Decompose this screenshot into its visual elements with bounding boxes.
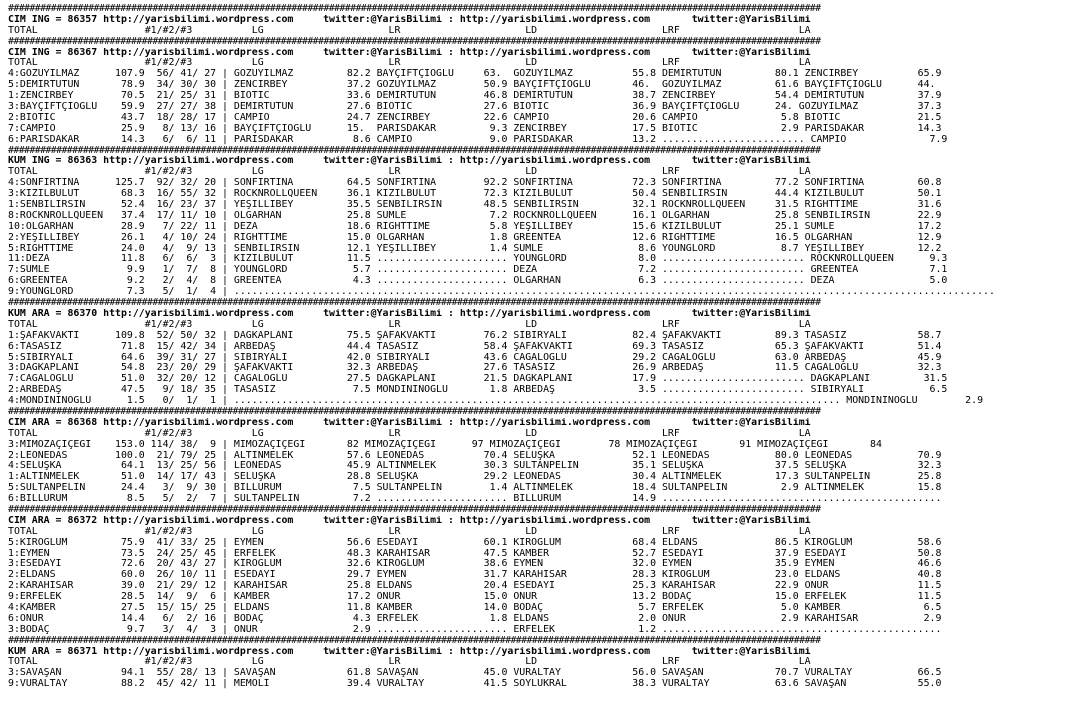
result-row: 4:KAMBER 27.5 15/ 15/ 25 | ELDANS 11.8 KAMBER 14.0 BODAÇ 5.7 ERFELEK 5.0 KAMBER 6.5 <box>8 602 942 613</box>
result-row: 6:ONUR 14.4 6/ 2/ 16 | BODAÇ 4.3 ERFELEK 1.8 ELDANS 2.0 ONUR 2.9 KARAHİSAR 2.9 <box>8 613 942 624</box>
result-row: 4:MONDİNİNOĞLU 1.5 0/ 1/ 1 | ...................................................................................................... MONDİNİNOĞLU 2.9 <box>8 396 984 407</box>
result-row: 6:PARİSDAKAR 14.3 6/ 6/ 11 | PARİSDAKAR 8.6 CAMPİO 9.0 PARİSDAKAR 13.2 ........................ CAMPİO 7.9 <box>8 134 948 145</box>
race-header: KUM ARA = 86370 http://yarisbilimi.wordpress.com twitter:@YarisBilimi : http://yarisbilimi.wordpress.com twitter:@YarisBilimi <box>8 308 811 319</box>
result-row: 2:LEONEDAS 100.0 21/ 79/ 25 | ALTINMELEK 57.6 LEONEDAS 70.4 SELUŞKA 52.1 LEONEDAS 80.0 LEONEDAS 70.9 <box>8 450 942 461</box>
result-row: 3:SAVAŞAN 94.1 55/ 28/ 13 | SAVAŞAN 61.8 SAVAŞAN 45.0 VURALTAY 56.0 SAVAŞAN 70.7 VURALTAY 66.5 <box>8 668 942 679</box>
column-header-row: TOTAL #1/#2/#3 LG LR LD LRF LA <box>8 58 811 69</box>
result-row: 2:BİOTİC 43.7 18/ 28/ 17 | CAMPİO 24.7 ZENCİRBEY 22.6 CAMPİO 20.6 CAMPİO 5.8 BİOTİC 21.5 <box>8 112 942 123</box>
result-row: 3:BODAÇ 9.7 3/ 4/ 3 | ONUR 2.9 ...................... ERFELEK 1.2 ............................................... <box>8 624 942 635</box>
race-header: CIM ING = 86357 http://yarisbilimi.wordpress.com twitter:@YarisBilimi : http://yarisbilimi.wordpress.com twitter:@YarisBilimi <box>8 14 811 25</box>
column-header-row: TOTAL #1/#2/#3 LG LR LD LRF LA <box>8 319 811 330</box>
result-row: 8:ROCKNROLLQUEEN 37.4 17/ 11/ 10 | OLGARHAN 25.8 SUMLE 7.2 ROCKNROLLQUEEN 16.1 OLGARHAN 25.8 SENBİLİRSİN 22.9 <box>8 210 942 221</box>
result-row: 9:YOUNGLORD 7.3 5/ 1/ 4 | ................................................................................................................................ <box>8 287 995 298</box>
result-row: 5:DEMİRTÜTÜN 78.9 34/ 30/ 30 | ZENCİRBEY 37.2 GÖZÜYILMAZ 50.9 BAYÇİFTÇİOĞLU 46. GÖZÜYILMAZ 61.6 BAYÇİFTÇİOĞLU 44. <box>8 80 936 91</box>
result-row: 2:YEŞİLLİBEY 26.1 4/ 10/ 24 | RIGHTTIME 15.0 OLGARHAN 1.8 GREENTEA 12.6 RIGHTTIME 16.5 OLGARHAN 12.9 <box>8 232 942 243</box>
result-row: 5:SULTANPELİN 24.4 3/ 9/ 30 | BİLLURUM 7.5 SULTANPELİN 1.4 ALTINMELEK 18.4 SULTANPELİN 2.9 ALTINMELEK 15.8 <box>8 483 942 494</box>
result-row: 6:TASASIZ 71.8 15/ 42/ 34 | ARBEDAŞ 44.4 TASASIZ 58.4 ŞAFAKVAKTİ 69.3 TASASIZ 65.3 ŞAFAKVAKTİ 51.4 <box>8 341 942 352</box>
result-row: 1:SENBİLİRSİN 52.4 16/ 23/ 37 | YEŞİLLİBEY 35.5 SENBİLİRSİN 48.5 SENBİLİRSİN 32.1 ROCKNROLLQUEEN 31.5 RIGHTTIME 31.6 <box>8 200 942 211</box>
separator-line: ######################################################################################################################################################## <box>8 298 821 309</box>
separator-line: ######################################################################################################################################################## <box>8 4 821 14</box>
result-row: 5:RIGHTTIME 24.0 4/ 9/ 13 | SENBİLİRSİN 12.1 YEŞİLLİBEY 1.4 SUMLE 8.6 YOUNGLORD 8.7 YEŞİLLİBEY 12.2 <box>8 243 942 254</box>
result-row: 3:KIZILBULUT 68.3 16/ 55/ 32 | ROCKNROLLQUEEN 36.1 KIZILBULUT 72.3 KIZILBULUT 50.4 SENBİLİRSİN 44.4 KIZILBULUT 50.1 <box>8 189 942 200</box>
race-header: CIM ARA = 86372 http://yarisbilimi.wordpress.com twitter:@YarisBilimi : http://yarisbilimi.wordpress.com twitter:@YarisBilimi <box>8 515 811 526</box>
result-row: 3:ESEDAYI 72.6 20/ 43/ 27 | KIROĞLUM 32.6 KIROĞLUM 38.6 EYMEN 32.0 EYMEN 35.9 EYMEN 46.6 <box>8 559 942 570</box>
column-header-row: TOTAL #1/#2/#3 LG LR LD LRF LA <box>8 657 811 668</box>
race-header: CIM ARA = 86368 http://yarisbilimi.wordpress.com twitter:@YarisBilimi : http://yarisbilimi.wordpress.com twitter:@YarisBilimi <box>8 417 811 428</box>
column-header-row: TOTAL #1/#2/#3 LG LR LD LRF LA <box>8 526 811 537</box>
result-row: 4:SONFIRTINA 125.7 92/ 32/ 20 | SONFIRTINA 64.5 SONFIRTINA 92.2 SONFIRTINA 72.3 SONFIRTINA 77.2 SONFIRTINA 60.8 <box>8 178 942 189</box>
result-row: 5:KIROĞLUM 75.9 41/ 33/ 25 | EYMEN 56.6 ESEDAYI 60.1 KIROĞLUM 68.4 ELDANS 86.5 KIROĞLUM 58.6 <box>8 537 942 548</box>
result-row: 1:ALTINMELEK 51.0 14/ 17/ 43 | SELUŞKA 28.8 SELUŞKA 29.2 LEONEDAS 30.4 ALTINMELEK 17.3 SULTANPELİN 25.8 <box>8 472 942 483</box>
result-row: 7:CAMPİO 25.9 8/ 13/ 16 | BAYÇİFTÇİOĞLU 15. PARİSDAKAR 9.3 ZENCİRBEY 17.5 BİOTİC 2.9 PARİSDAKAR 14.3 <box>8 123 942 134</box>
result-row: 7:SUMLE 9.9 1/ 7/ 8 | YOUNGLORD 5.7 ...................... DEZA 7.2 ........................ GREENTEA 7.1 <box>8 265 948 276</box>
result-row: 6:GREENTEA 9.2 2/ 4/ 8 | GREENTEA 4.3 ...................... OLGARHAN 6.3 ........................ DEZA 5.0 <box>8 276 948 287</box>
result-row: 2:KARAHİSAR 39.0 21/ 29/ 12 | KARAHİSAR 25.8 ELDANS 20.4 ESEDAYI 25.3 KARAHİSAR 22.9 ONUR 11.5 <box>8 581 942 592</box>
result-row: 10:OLGARHAN 28.9 7/ 22/ 11 | DEZA 18.6 RIGHTTIME 5.8 YEŞİLLİBEY 15.6 KIZILBULUT 25.1 SUMLE 17.2 <box>8 221 942 232</box>
result-row: 2:ARBEDAŞ 47.5 9/ 18/ 35 | TASASIZ 7.5 MONDİNİNOĞLU 1.8 ARBEDAŞ 3.5 ........................ SİBİRYALI 6.5 <box>8 385 948 396</box>
result-row: 5:SİBİRYALI 64.6 39/ 31/ 27 | SİBİRYALI 42.0 SİBİRYALI 43.6 CAĞALOĞLU 29.2 CAĞALOĞLU 63.0 ARBEDAŞ 45.9 <box>8 352 942 363</box>
column-header-row: TOTAL #1/#2/#3 LG LR LD LRF LA <box>8 25 811 36</box>
result-row: 1:ŞAFAKVAKTİ 109.8 52/ 50/ 32 | DAĞKAPLANI 75.5 ŞAFAKVAKTİ 76.2 SİBİRYALI 82.4 ŞAFAKVAKTİ 89.3 TASASIZ 58.7 <box>8 330 942 341</box>
result-row: 4:GÖZÜYILMAZ 107.9 56/ 41/ 27 | GÖZÜYILMAZ 82.2 BAYÇİFTÇİOĞLU 63. GÖZÜYILMAZ 55.8 DEMİRTÜTÜN 80.1 ZENCİRBEY 65.9 <box>8 69 942 80</box>
result-row: 11:DEZA 11.8 6/ 6/ 3 | KIZILBULUT 11.5 ...................... YOUNGLORD 8.0 ........................ ROCKNROLLQUEEN 9.3 <box>8 254 948 265</box>
result-row: 3:MİMOZAÇİÇEĞİ 153.0 114/ 38/ 9 | MİMOZAÇİÇEĞİ 82 MİMOZAÇİÇEĞİ 97 MİMOZAÇİÇEĞİ 78 MİMOZAÇİÇEĞİ 91 MİMOZAÇİÇEĞİ 84 <box>8 439 882 450</box>
separator-line: ######################################################################################################################################################## <box>8 406 821 417</box>
result-row: 3:BAYÇİFTÇİOĞLU 59.9 27/ 27/ 38 | DEMİRTÜTÜN 27.6 BİOTİC 27.6 BİOTİC 36.9 BAYÇİFTÇİOĞLU 24. GÖZÜYILMAZ 37.3 <box>8 102 942 113</box>
separator-line: ######################################################################################################################################################## <box>8 635 821 646</box>
result-row: 1:EYMEN 73.5 24/ 25/ 45 | ERFELEK 48.3 KARAHİSAR 47.5 KAMBER 52.7 ESEDAYI 37.9 ESEDAYI 50.8 <box>8 548 942 559</box>
column-header-row: TOTAL #1/#2/#3 LG LR LD LRF LA <box>8 167 811 178</box>
race-header: CIM ING = 86367 http://yarisbilimi.wordpress.com twitter:@YarisBilimi : http://yarisbilimi.wordpress.com twitter:@YarisBilimi <box>8 47 811 58</box>
separator-line: ######################################################################################################################################################## <box>8 145 821 156</box>
column-header-row: TOTAL #1/#2/#3 LG LR LD LRF LA <box>8 428 811 439</box>
race-header: KUM ARA = 86371 http://yarisbilimi.wordpress.com twitter:@YarisBilimi : http://yarisbilimi.wordpress.com twitter:@YarisBilimi <box>8 646 811 657</box>
separator-line: ######################################################################################################################################################## <box>8 36 821 47</box>
result-row: 7:CAĞALOĞLU 51.0 32/ 20/ 12 | CAĞALOĞLU 27.5 DAĞKAPLANI 21.5 DAĞKAPLANI 17.9 ........................ DAĞKAPLANI 31.5 <box>8 374 948 385</box>
result-row: 2:ELDANS 60.0 26/ 10/ 11 | ESEDAYI 29.7 EYMEN 31.7 KARAHİSAR 28.3 KIROĞLUM 23.0 ELDANS 40.8 <box>8 570 942 581</box>
result-row: 9:VURALTAY 88.2 45/ 42/ 11 | MEMOLİ 39.4 VURALTAY 41.5 SOYLUKRAL 38.3 VURALTAY 63.6 SAVAŞAN 55.0 <box>8 679 942 690</box>
result-row: 4:SELUŞKA 64.1 13/ 25/ 56 | LEONEDAS 45.9 ALTINMELEK 30.3 SULTANPELİN 35.1 SELUŞKA 37.5 SELUŞKA 32.3 <box>8 461 942 472</box>
result-row: 6:BİLLURUM 8.5 5/ 2/ 7 | SULTANPELİN 7.2 ...................... BİLLURUM 14.9 ............................................... <box>8 494 942 505</box>
result-row: 1:ZENCİRBEY 70.5 21/ 25/ 31 | BİOTİC 33.6 DEMİRTÜTÜN 46.8 DEMİRTÜTÜN 38.7 ZENCİRBEY 54.4 DEMİRTÜTÜN 37.9 <box>8 91 942 102</box>
result-row: 9:ERFELEK 28.5 14/ 9/ 6 | KAMBER 17.2 ONUR 15.0 ONUR 13.2 BODAÇ 15.0 ERFELEK 11.5 <box>8 592 942 603</box>
result-row: 3:DAĞKAPLANI 54.8 23/ 20/ 29 | ŞAFAKVAKTİ 32.3 ARBEDAŞ 27.6 TASASIZ 26.9 ARBEDAŞ 11.5 CAĞALOĞLU 32.3 <box>8 363 942 374</box>
race-header: KUM ING = 86363 http://yarisbilimi.wordpress.com twitter:@YarisBilimi : http://yarisbilimi.wordpress.com twitter:@YarisBilimi <box>8 156 811 167</box>
separator-line: ######################################################################################################################################################## <box>8 504 821 515</box>
